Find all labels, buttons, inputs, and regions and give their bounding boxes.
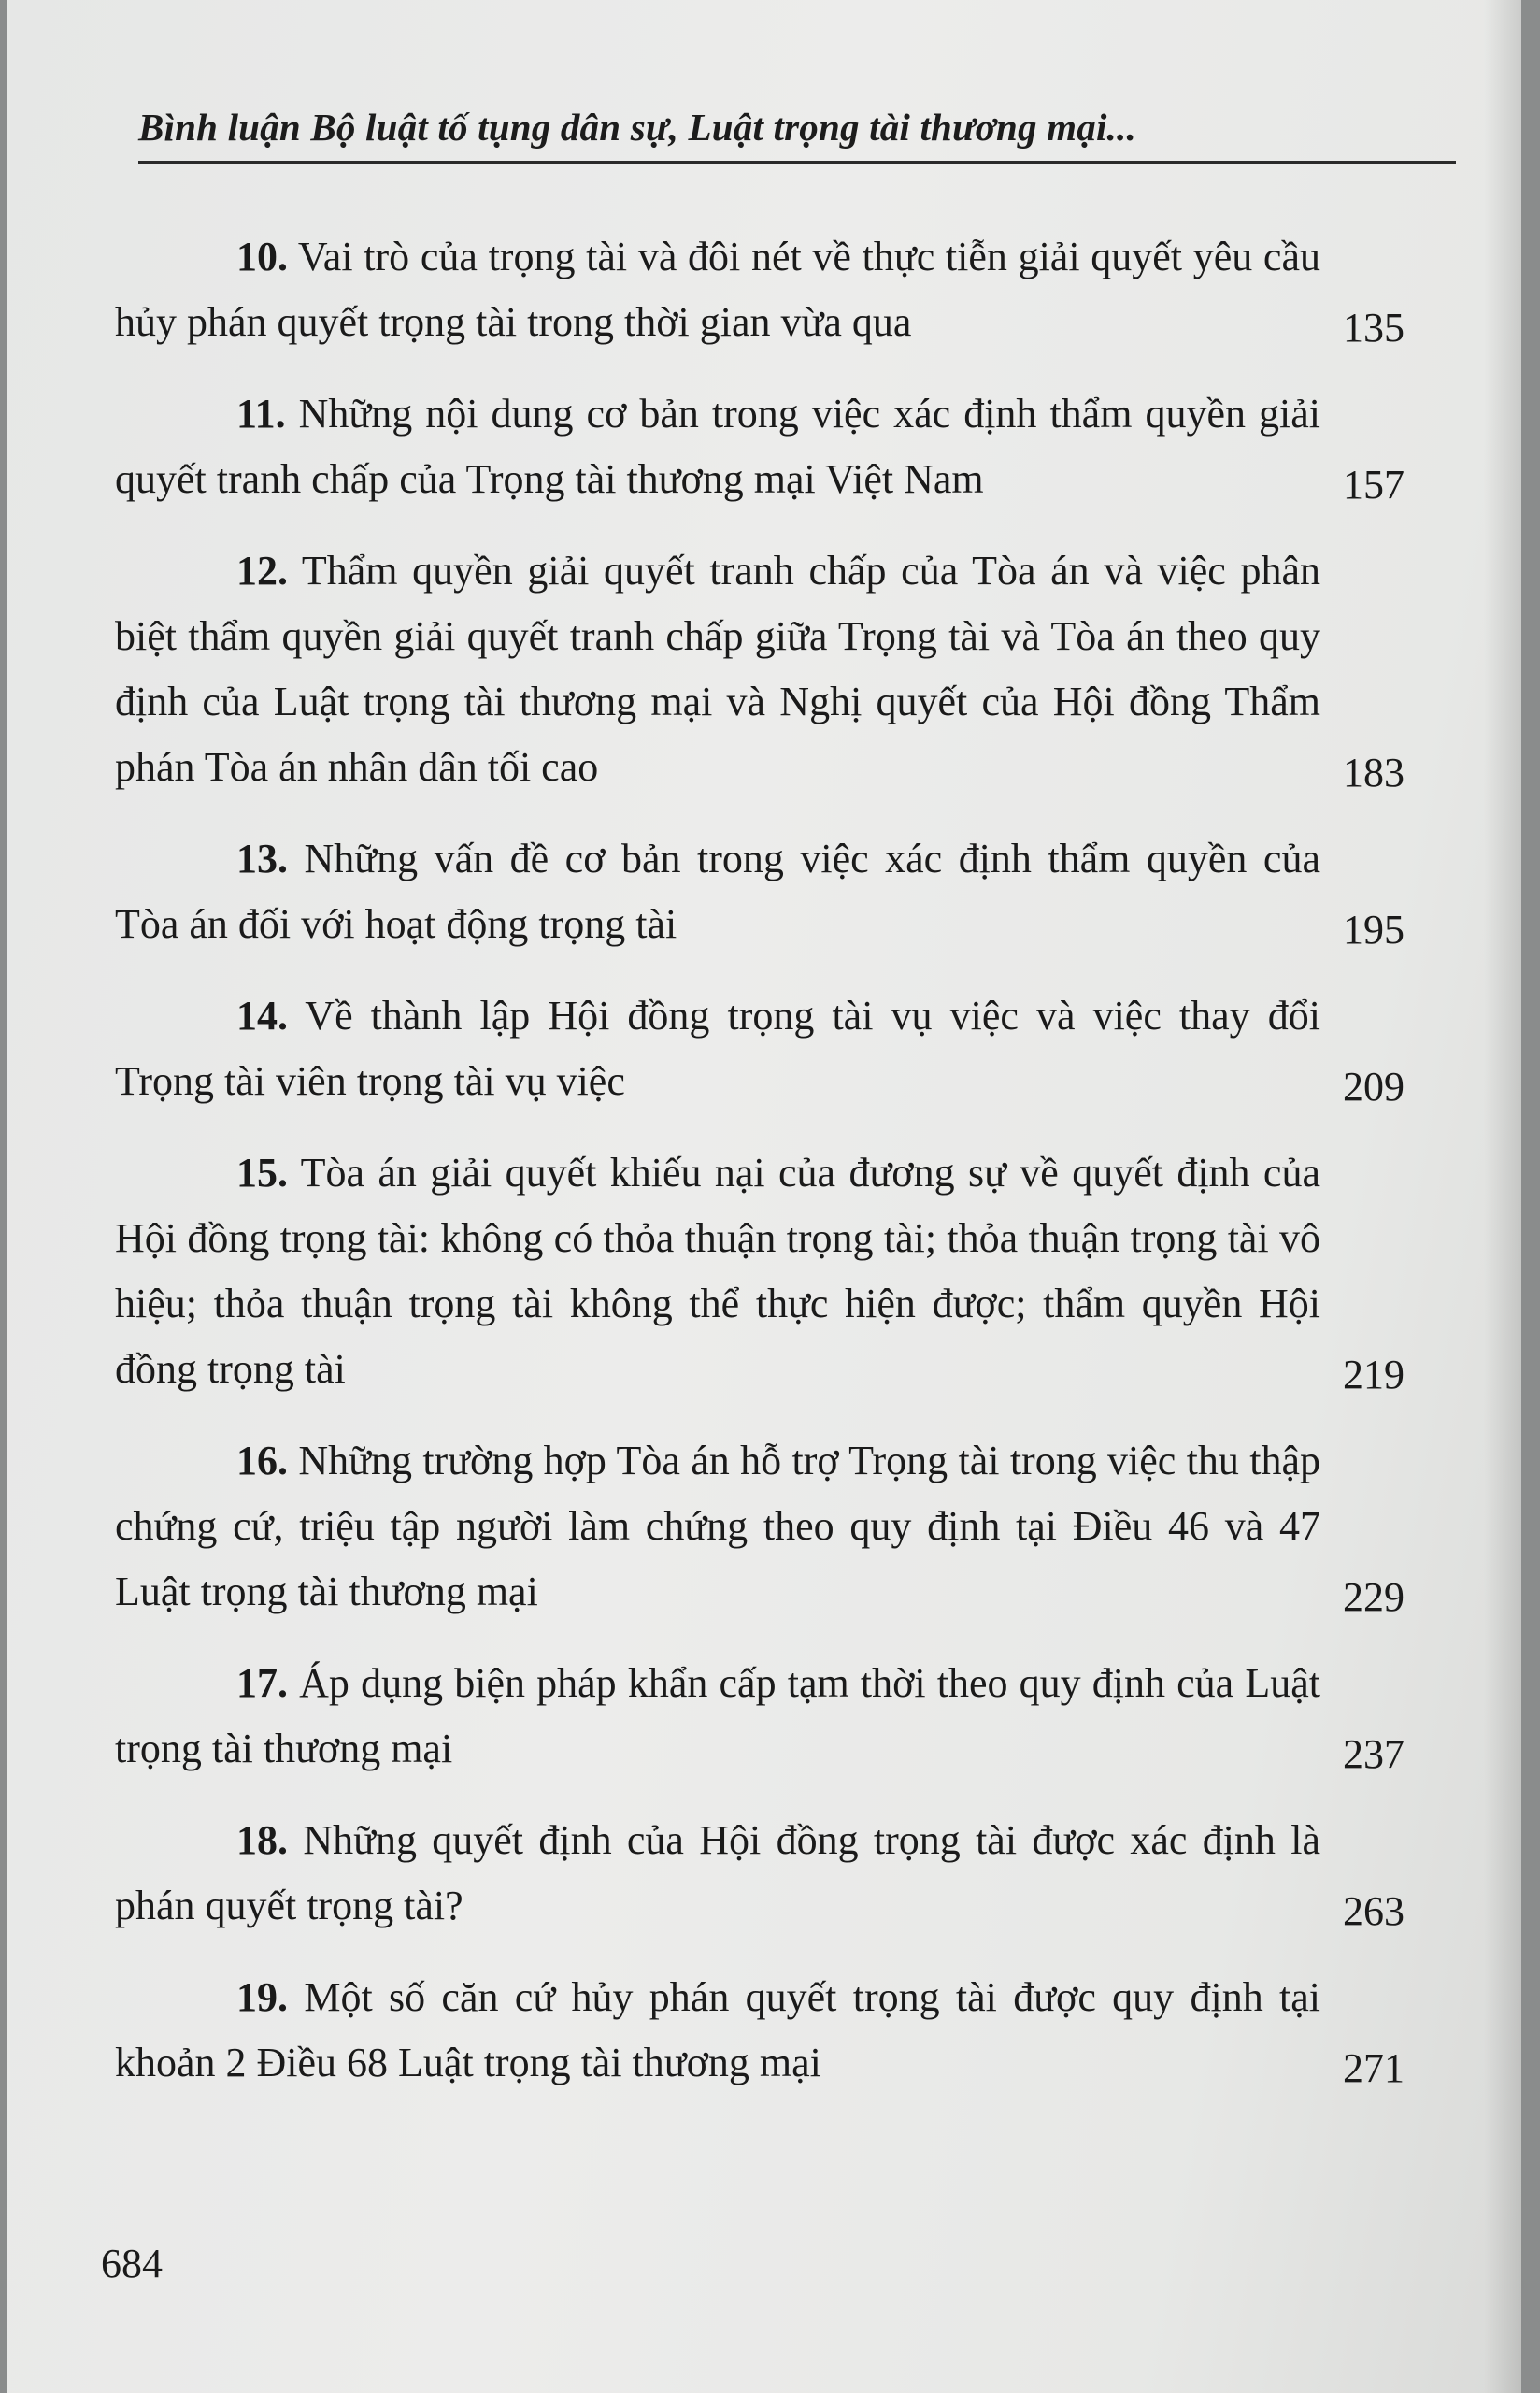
toc-entry-19 (115, 1965, 1405, 2096)
toc-entry-17 (115, 1651, 1405, 1782)
toc-entry-page: 183 (1343, 750, 1405, 795)
toc-entry-text (115, 983, 1320, 1114)
toc-entry-10 (115, 224, 1405, 355)
toc-entry-number: 13. (236, 836, 288, 881)
toc-entry-title: Về thành lập Hội đồng trọng tài vụ việc và việc thay đổi Trọng tài viên trọng tài vụ việc (115, 993, 1320, 1104)
toc-entry-12 (115, 538, 1405, 800)
toc-entry-page: 229 (1343, 1574, 1405, 1620)
toc-entry-title: Những trường hợp Tòa án hỗ trợ Trọng tài trong việc thu thập chứng cứ, triệu tập người làm chứng theo quy định tại Điều 46 và 47 Luật trọng tài thương mại (115, 1438, 1321, 1614)
toc-entry-15 (115, 1140, 1405, 1402)
toc-entry-number: 18. (236, 1817, 288, 1863)
page-number: 684 (101, 2241, 163, 2286)
toc-entry-page: 237 (1343, 1731, 1405, 1777)
toc-entry-number: 12. (236, 548, 288, 594)
toc-entry-page: 209 (1343, 1064, 1405, 1110)
toc-entry-text (115, 224, 1320, 355)
toc-entry-text (115, 826, 1320, 957)
toc-entry-text (115, 1965, 1320, 2096)
table-of-contents (115, 224, 1405, 2122)
toc-entry-title: Những vấn đề cơ bản trong việc xác định thẩm quyền của Tòa án đối với hoạt động trọng tài (115, 836, 1320, 947)
toc-entry-number: 11. (236, 391, 286, 437)
toc-entry-number: 19. (236, 1974, 288, 2020)
toc-entry-title: Tòa án giải quyết khiếu nại của đương sự về quyết định của Hội đồng trọng tài: không có thỏa thuận trọng tài; thỏa thuận trọng tài vô hiệu; thỏa thuận trọng tài không thể thực hiện được; thẩm quyền Hội đồng trọng tài (115, 1150, 1320, 1392)
toc-entry-text (115, 1428, 1320, 1625)
toc-entry-number: 17. (236, 1660, 288, 1706)
toc-entry-title: Áp dụng biện pháp khẩn cấp tạm thời theo quy định của Luật trọng tài thương mại (115, 1660, 1320, 1771)
toc-entry-page: 263 (1343, 1888, 1405, 1934)
toc-entry-number: 15. (236, 1150, 288, 1196)
toc-entry-text (115, 1651, 1320, 1782)
toc-entry-page: 157 (1343, 462, 1405, 508)
toc-entry-title: Những nội dung cơ bản trong việc xác định thẩm quyền giải quyết tranh chấp của Trọng tài thương mại Việt Nam (115, 391, 1320, 502)
toc-entry-text (115, 538, 1320, 800)
running-header: Bình luận Bộ luật tố tụng dân sự, Luật trọng tài thương mại... (138, 106, 1136, 149)
toc-entry-14 (115, 983, 1405, 1114)
header-rule (138, 161, 1456, 164)
toc-entry-title: Vai trò của trọng tài và đôi nét về thực tiễn giải quyết yêu cầu hủy phán quyết trọng tài trong thời gian vừa qua (115, 234, 1320, 345)
toc-entry-18 (115, 1808, 1405, 1939)
toc-entry-title: Thẩm quyền giải quyết tranh chấp của Tòa án và việc phân biệt thẩm quyền giải quyết tranh chấp giữa Trọng tài và Tòa án theo quy định của Luật trọng tài thương mại và Nghị quyết của Hội đồng Thẩm phán Tòa án nhân dân tối cao (115, 548, 1320, 790)
book-page (7, 0, 1521, 2393)
toc-entry-13 (115, 826, 1405, 957)
toc-entry-number: 14. (236, 993, 288, 1039)
toc-entry-text (115, 1808, 1320, 1939)
toc-entry-text (115, 381, 1320, 512)
toc-entry-page: 195 (1343, 907, 1405, 953)
toc-entry-number: 10. (236, 234, 288, 279)
toc-entry-text (115, 1140, 1320, 1402)
toc-entry-page: 219 (1343, 1352, 1405, 1397)
toc-entry-title: Những quyết định của Hội đồng trọng tài được xác định là phán quyết trọng tài? (115, 1817, 1321, 1928)
toc-entry-page: 271 (1343, 2045, 1405, 2091)
toc-entry-title: Một số căn cứ hủy phán quyết trọng tài được quy định tại khoản 2 Điều 68 Luật trọng tài thương mại (115, 1974, 1320, 2085)
toc-entry-11 (115, 381, 1405, 512)
toc-entry-number: 16. (236, 1438, 288, 1483)
toc-entry-page: 135 (1343, 305, 1405, 351)
toc-entry-16 (115, 1428, 1405, 1625)
